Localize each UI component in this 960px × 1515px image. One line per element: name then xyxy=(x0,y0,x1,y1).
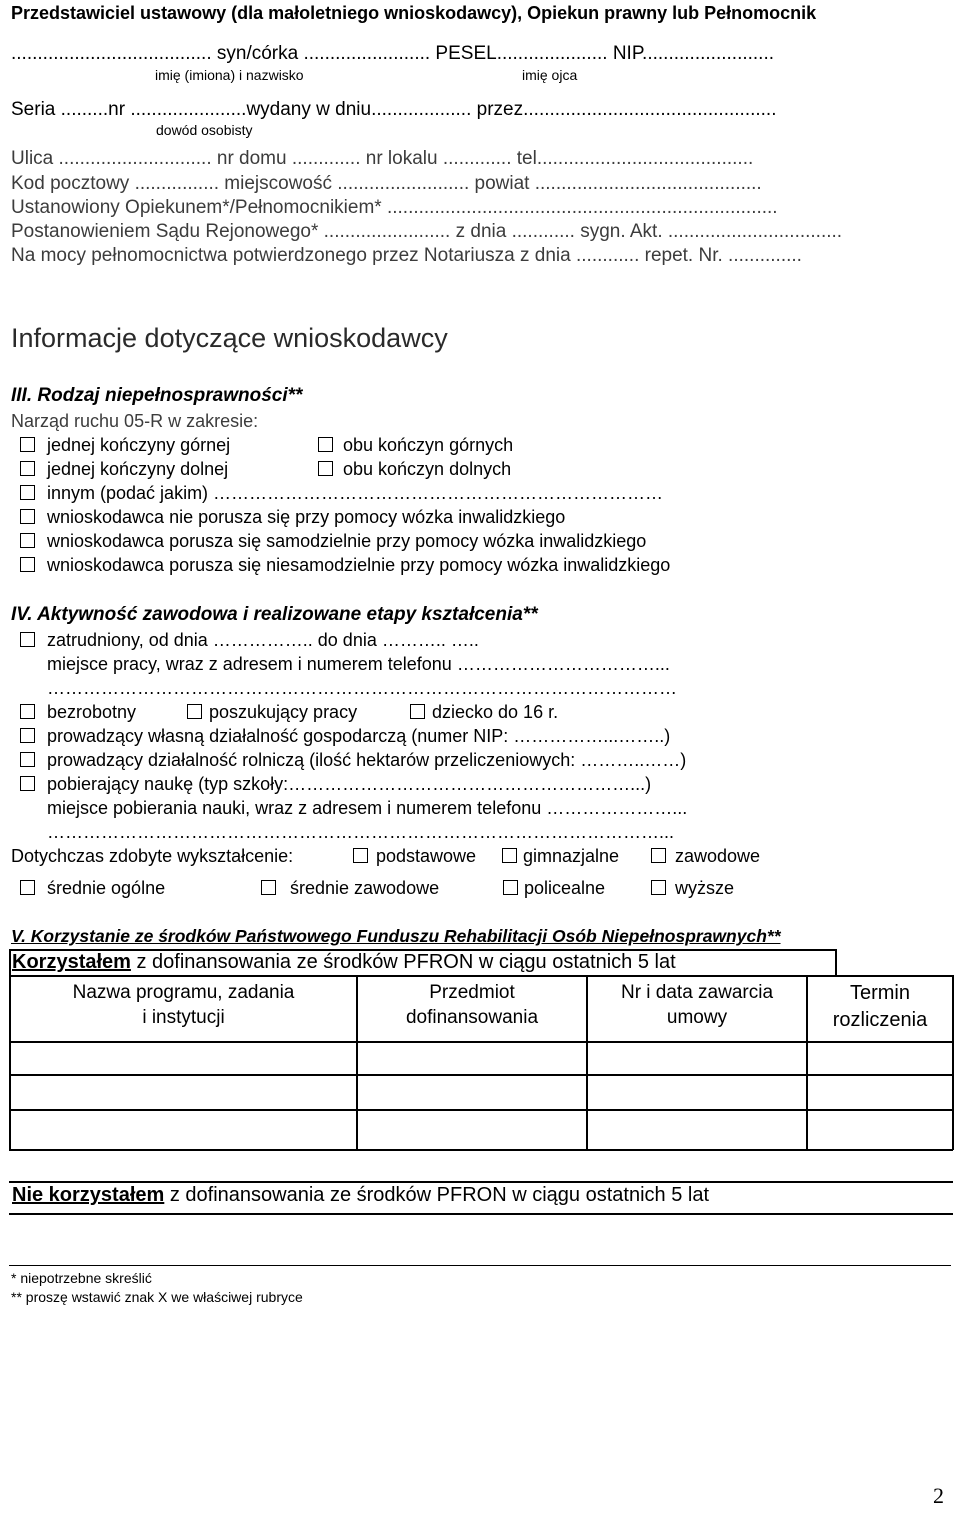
page-number: 2 xyxy=(933,1483,944,1508)
checkbox-child[interactable] xyxy=(410,704,425,719)
checkbox-edu-general-secondary[interactable] xyxy=(20,880,35,895)
checkbox-edu-vocational-secondary[interactable] xyxy=(261,880,276,895)
workplace-line-continued[interactable]: …………………………………………………………………………………………… xyxy=(47,678,677,698)
footnote-separator xyxy=(9,1265,951,1266)
checkbox-both-upper-limbs[interactable] xyxy=(318,437,333,452)
used-pfron-statement[interactable] xyxy=(12,951,676,974)
checkbox-other[interactable] xyxy=(20,485,35,500)
table-header-program-line2: i instytucji xyxy=(142,1007,225,1028)
table-header-subject xyxy=(358,980,586,1030)
option-edu-gymnasium: gimnazjalne xyxy=(523,846,620,866)
option-business[interactable]: prowadzący własną działalność gospodarczą (numer NIP: ……………...……..) xyxy=(47,726,671,746)
checkbox-edu-post-secondary[interactable] xyxy=(503,880,518,895)
table-header-subject-line2: dofinansowania xyxy=(405,1007,539,1028)
table-right-border-top xyxy=(835,949,837,975)
option-edu-post-secondary: policealne xyxy=(524,878,606,898)
option-child: dziecko do 16 r. xyxy=(432,702,559,722)
school-place-line-continued[interactable]: …………………………………………………………………………………………... xyxy=(47,822,675,842)
father-name-caption: imię ojca xyxy=(522,67,578,83)
checkbox-edu-primary[interactable] xyxy=(353,848,368,863)
id-document-line[interactable]: Seria .........nr ......................wydany w dniu................... przez................................................ xyxy=(11,99,777,120)
employed-line[interactable]: zatrudniony, od dnia …………….. do dnia ……….. ….. xyxy=(47,630,479,650)
table-row-divider-2 xyxy=(9,1109,953,1111)
table-caption-divider xyxy=(9,975,953,977)
option-jobseeker: poszukujący pracy xyxy=(209,702,358,722)
checkbox-farm[interactable] xyxy=(20,752,35,767)
option-no-wheelchair: wnioskodawca nie porusza się przy pomocy wózka inwalidzkiego xyxy=(47,507,566,527)
checkbox-unemployed[interactable] xyxy=(20,704,35,719)
option-both-lower-limbs: obu kończyn dolnych xyxy=(343,459,512,479)
court-line[interactable]: Postanowieniem Sądu Rejonowego* ........................ z dnia ............ sygn. Akt. ................................. xyxy=(11,221,843,242)
table-header-agreement-line1: Nr i data zawarcia xyxy=(620,982,774,1003)
postal-line[interactable]: Kod pocztowy ................ miejscowość ......................... powiat ........................................... xyxy=(11,173,762,194)
section4-number: IV. xyxy=(11,604,33,625)
checkbox-both-lower-limbs[interactable] xyxy=(318,461,333,476)
section4-title: Aktywność zawodowa i realizowane etapy kształcenia** xyxy=(37,604,538,625)
guardian-line[interactable]: Ustanowiony Opiekunem*/Pełnomocnikiem* .......................................................................... xyxy=(11,197,778,218)
option-edu-vocational-secondary: średnie zawodowe xyxy=(290,878,440,898)
table-bottom-border xyxy=(9,1149,953,1151)
not-used-pfron-rest: z dofinansowania ze środków PFRON w ciągu ostatnich 5 lat xyxy=(164,1184,710,1206)
street-line[interactable]: Ulica ............................. nr domu ............. nr lokalu ............. tel......................................... xyxy=(11,148,754,169)
not-used-pfron-keyword: Nie korzystałem xyxy=(12,1184,165,1206)
checkbox-edu-gymnasium[interactable] xyxy=(502,848,517,863)
school-place-line[interactable]: miejsce pobierania nauki, wraz z adresem i numerem telefonu …………………... xyxy=(47,798,688,818)
option-farm[interactable]: prowadzący działalność rolniczą (ilość hektarów przeliczeniowych: ………..……) xyxy=(47,750,687,770)
checkbox-wheelchair-independent[interactable] xyxy=(20,533,35,548)
not-used-box-bottom xyxy=(9,1213,953,1215)
table-right-border xyxy=(952,975,954,1150)
option-wheelchair-assisted: wnioskodawca porusza się niesamodzielnie przy pomocy wózka inwalidzkiego xyxy=(47,555,671,575)
representative-heading: Przedstawiciel ustawowy (dla małoletniego wnioskodawcy), Opiekun prawny lub Pełnomocnik xyxy=(11,3,817,23)
table-row-divider-1 xyxy=(9,1074,953,1076)
table-header-agreement xyxy=(588,980,806,1030)
notary-line[interactable]: Na mocy pełnomocnictwa potwierdzonego przez Notariusza z dnia ............ repet. Nr. .............. xyxy=(11,245,802,266)
section4-heading xyxy=(11,604,538,626)
table-header-settlement xyxy=(808,980,952,1034)
table-header-settlement-line2: rozliczenia xyxy=(832,1009,928,1031)
motor-organ-intro: Narząd ruchu 05-R w zakresie: xyxy=(11,411,259,431)
option-both-upper-limbs: obu kończyn górnych xyxy=(343,435,514,455)
table-header-program xyxy=(11,980,356,1030)
checkbox-no-wheelchair[interactable] xyxy=(20,509,35,524)
education-label: Dotychczas zdobyte wykształcenie: xyxy=(11,846,294,866)
option-edu-higher: wyższe xyxy=(675,878,735,898)
table-header-divider xyxy=(9,1041,953,1043)
table-header-subject-line1: Przedmiot xyxy=(429,982,515,1003)
option-edu-primary: podstawowe xyxy=(376,846,477,866)
section3-heading xyxy=(11,385,302,407)
workplace-line[interactable]: miejsce pracy, wraz z adresem i numerem telefonu ……………………………... xyxy=(47,654,670,674)
checkbox-wheelchair-assisted[interactable] xyxy=(20,557,35,572)
option-unemployed: bezrobotny xyxy=(47,702,137,722)
checkbox-jobseeker[interactable] xyxy=(187,704,202,719)
checkbox-student[interactable] xyxy=(20,776,35,791)
checkbox-one-lower-limb[interactable] xyxy=(20,461,35,476)
section3-title: Rodzaj niepełnosprawności** xyxy=(37,385,303,406)
not-used-box-top xyxy=(9,1181,953,1183)
checkbox-edu-higher[interactable] xyxy=(651,880,666,895)
table-header-program-line1: Nazwa programu, zadania xyxy=(72,982,295,1003)
name-line[interactable]: ...................................... syn/córka ........................ PESEL..................... NIP......................... xyxy=(11,43,775,64)
option-student[interactable]: pobierający naukę (typ szkoły:…………………………………………………...) xyxy=(47,774,652,794)
id-document-caption: dowód osobisty xyxy=(156,122,253,138)
table-left-border-lower xyxy=(9,1041,11,1150)
footnote-2: ** proszę wstawić znak X we właściwej rubryce xyxy=(11,1289,303,1305)
option-wheelchair-independent: wnioskodawca porusza się samodzielnie przy pomocy wózka inwalidzkiego xyxy=(47,531,647,551)
option-edu-general-secondary: średnie ogólne xyxy=(47,878,166,898)
name-caption: imię (imiona) i nazwisko xyxy=(155,67,304,83)
section5-heading: V. Korzystanie ze środków Państwowego Funduszu Rehabilitacji Osób Niepełnosprawnych** xyxy=(11,926,781,946)
option-other[interactable]: innym (podać jakim) ………………………………………………………………… xyxy=(47,483,664,503)
checkbox-one-upper-limb[interactable] xyxy=(20,437,35,452)
table-header-agreement-line2: umowy xyxy=(666,1007,728,1028)
checkbox-edu-vocational[interactable] xyxy=(651,848,666,863)
section-title: Informacje dotyczące wnioskodawcy xyxy=(11,323,448,353)
option-edu-vocational: zawodowe xyxy=(675,846,761,866)
footnote-1: * niepotrzebne skreślić xyxy=(11,1270,152,1286)
option-one-lower-limb: jednej kończyny dolnej xyxy=(47,459,229,479)
checkbox-employed[interactable] xyxy=(20,632,35,647)
section3-number: III. xyxy=(11,385,33,406)
used-pfron-rest: z dofinansowania ze środków PFRON w ciągu ostatnich 5 lat xyxy=(130,951,676,973)
used-pfron-keyword: Korzystałem xyxy=(12,951,131,973)
checkbox-business[interactable] xyxy=(20,728,35,743)
not-used-pfron-statement[interactable] xyxy=(12,1184,709,1207)
option-one-upper-limb: jednej kończyny górnej xyxy=(47,435,231,455)
table-header-settlement-line1: Termin xyxy=(849,982,910,1004)
